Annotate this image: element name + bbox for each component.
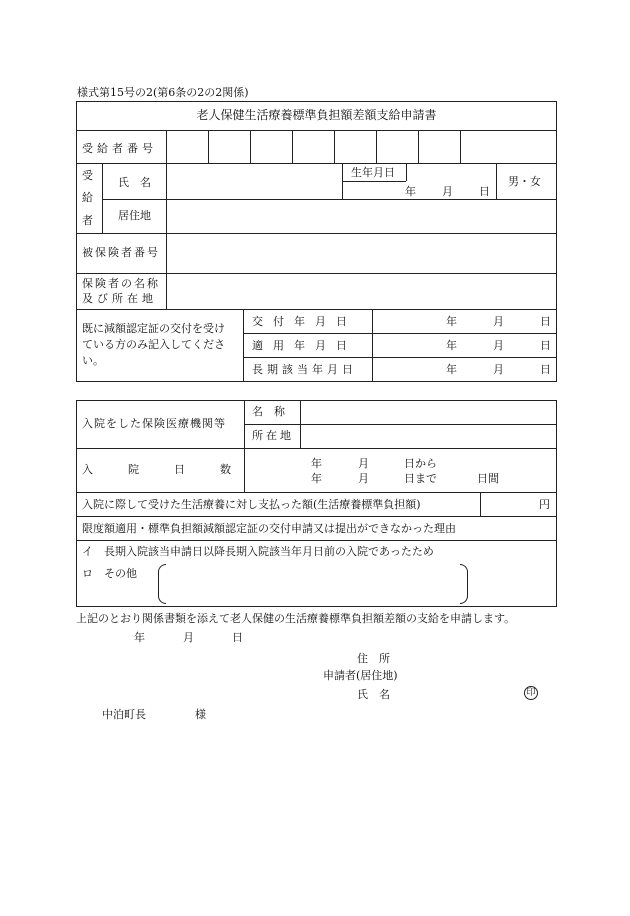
application-month-unit: 月	[183, 631, 194, 644]
applicant-name-field[interactable]	[410, 684, 515, 702]
insurer-label-line1: 保険者の名称	[82, 277, 160, 290]
recipient-vertical-3: 者	[82, 214, 93, 227]
left-bracket	[158, 564, 166, 604]
apply-date-label: 適用年月日	[252, 339, 357, 352]
certificate-note-line3: い。	[82, 354, 104, 367]
name-field[interactable]	[168, 165, 342, 197]
reason-label: 限度額適用・標準負担額減額認定証の交付申請又は提出ができなかった理由	[82, 522, 456, 535]
long-term-year-unit: 年	[446, 363, 457, 376]
recipient-number-digit-1[interactable]	[168, 132, 208, 161]
form-number: 様式第15号の2(第6条の2の2関係)	[77, 86, 249, 99]
recipient-number-digit-8[interactable]	[462, 132, 556, 161]
birthdate-day-unit: 日	[479, 185, 490, 198]
facility-name-label: 名 称	[252, 405, 285, 418]
application-year-unit: 年	[134, 631, 145, 644]
facility-label: 入院をした保険医療機関等	[82, 417, 226, 430]
reason-option-i[interactable]: イ 長期入院該当申請日以降長期入院該当年月日前の入院であったため	[82, 545, 434, 558]
address-field[interactable]	[168, 201, 556, 231]
apply-month-unit: 月	[493, 339, 504, 352]
reason-option-ro[interactable]: ロ その他	[82, 567, 137, 580]
name-label: 氏 名	[118, 176, 151, 189]
insurer-field[interactable]	[168, 275, 556, 307]
recipient-number-digit-6[interactable]	[378, 132, 418, 161]
stay-to-day-unit: 日まで	[404, 472, 437, 485]
stay-from-day-unit: 日から	[404, 457, 437, 470]
facility-name-field[interactable]	[302, 402, 556, 423]
applicant-address-label: 住 所	[357, 652, 390, 665]
paid-amount-label: 入院に際して受けた生活療養に対し支払った額(生活療養標準負担額)	[82, 498, 421, 511]
right-bracket	[460, 564, 468, 604]
long-term-day-unit: 日	[540, 363, 551, 376]
birthdate-label: 生年月日	[351, 166, 395, 179]
applicant-label: 申請者(居住地)	[323, 669, 398, 682]
recipient-number-digit-7[interactable]	[420, 132, 460, 161]
reason-other-field[interactable]	[158, 564, 468, 604]
paid-amount-unit: 円	[539, 498, 550, 511]
birthdate-year-unit: 年	[405, 185, 416, 198]
applicant-name-label: 氏 名	[357, 688, 390, 701]
issue-date-label: 交付年月日	[252, 315, 357, 328]
apply-day-unit: 日	[540, 339, 551, 352]
addressee: 中泊町長	[102, 708, 146, 721]
application-day-unit: 日	[232, 631, 243, 644]
insured-number-field[interactable]	[168, 235, 556, 271]
issue-year-unit: 年	[446, 315, 457, 328]
certificate-note-line1: 既に減額認定証の交付を受け	[82, 322, 225, 335]
issue-month-unit: 月	[493, 315, 504, 328]
stay-total-days-unit: 日間	[477, 472, 499, 485]
recipient-number-digit-4[interactable]	[294, 132, 334, 161]
birthdate-month-unit: 月	[442, 185, 453, 198]
stay-to-year-unit: 年	[311, 472, 322, 485]
stay-from-year-unit: 年	[311, 457, 322, 470]
issue-day-unit: 日	[540, 315, 551, 328]
gender-options[interactable]: 男・女	[508, 175, 541, 188]
seal-mark-icon: 印	[524, 686, 538, 700]
recipient-vertical-1: 受	[82, 169, 93, 182]
recipient-number-digit-3[interactable]	[252, 132, 292, 161]
long-term-month-unit: 月	[493, 363, 504, 376]
applicant-address-field[interactable]	[410, 648, 550, 666]
form-title: 老人保健生活療養標準負担額差額支給申請書	[196, 108, 437, 122]
long-term-date-label: 長期該当年月日	[252, 363, 357, 376]
stay-days-label: 入 院 日 数	[82, 463, 243, 476]
recipient-number-digit-2[interactable]	[210, 132, 250, 161]
stay-from-month-unit: 月	[358, 457, 369, 470]
paid-amount-field[interactable]	[482, 494, 534, 514]
honorific: 様	[195, 708, 206, 721]
stay-period-field[interactable]	[246, 450, 556, 490]
address-label: 居住地	[118, 209, 151, 222]
application-date-field[interactable]	[90, 628, 250, 646]
apply-year-unit: 年	[446, 339, 457, 352]
recipient-vertical-2: 給	[82, 191, 93, 204]
declaration-text: 上記のとおり関係書類を添えて老人保健の生活療養標準負担額差額の支給を申請します。	[76, 612, 516, 625]
facility-location-field[interactable]	[302, 426, 556, 447]
recipient-number-digit-5[interactable]	[336, 132, 376, 161]
certificate-note-line2: ている方のみ記入してくださ	[82, 338, 225, 351]
insured-number-label: 被保険者番号	[82, 246, 160, 259]
facility-location-label: 所在地	[252, 429, 294, 442]
stay-to-month-unit: 月	[358, 472, 369, 485]
recipient-number-label: 受給者番号	[82, 142, 157, 155]
insurer-label-line2: 及び所在地	[82, 292, 157, 305]
